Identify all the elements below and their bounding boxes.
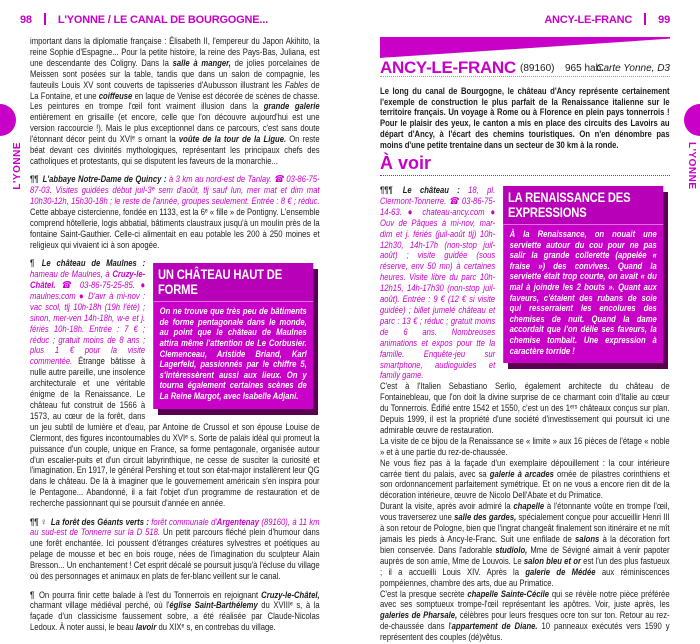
paragraph-abbaye-quincy [30, 175, 320, 251]
intro-text: Le long du canal de Bourgogne, le château d'Ancy représente certainement l'exemple de construction le plus parfait de la Renaissance italienne sur le territoire français. Un voyage à Rome ou à Florence en plein pays tonnerrois ! Pour le plaisir des yeux, le canton a mis en place des circuits des Lavoirs au départ d'Ancy, à l'écart des chemins touristiques. On n'en dénombre pas moins d'une petite trentaine dans un secteur de 30 km à la ronde. [380, 86, 670, 151]
text-run: 18, pl. Clermont-Tonnerre. ☎ 03-86-75-14-63. ● chateau-ancy.com ● Ouv de Pâques à mi-nov, mar-dim et j. fériés (juil-août tlj) 10h-12h30, 14h-17h (non-stop juil-août) ; visite guidée (sous réserve, env 50 mn) à certaines heures. Visite libre du parc 10h-12h15, 14h-17h30 (non-stop juil-août). Entrée : 9 € (12 € si visite guidée) ; billet jumelé château et parc : 13 € ; réduc ; gratuit moins de 6 ans. Nombreuses animations et expos pour tte la famille. Enquête-jeu sur smartphone, audioguides et family game. [380, 185, 496, 382]
running-head: L'YONNE / LE CANAL DE BOURGOGNE... [57, 14, 268, 26]
town-population: 965 hab. [565, 63, 604, 74]
text-run: aux réminiscences pompéiennes, chambre des arts, due au Primatice. [380, 566, 670, 589]
text-run: galerie de Médée [525, 566, 596, 578]
text-run: L'abbaye Notre-Dame de Quincy : [42, 174, 169, 186]
text-run: important dans la diplomatie française : Élisabeth II, l'empereur du Japon Akihito, la reine Sophie d'Espagne... Pour la petite histoire, la reine des Pays-Bas, Juliana, est une descendante des Coligny. Dans la [30, 36, 320, 69]
text-run: Le château de Maulnes : [41, 258, 146, 270]
text-run: à la décoration fort bien conservée. Dans l'adorable [380, 534, 670, 556]
paragraph [380, 437, 670, 459]
text-run: célèbres pour leurs fresques ocre ton sur ton. Retour au rez-de-chaussée dans l' [380, 610, 670, 633]
text-run: forêt communale d' [151, 516, 217, 528]
text-run: Argentenay [216, 516, 260, 528]
text-run: spécialement conçue pour accueillir Henri III à son retour de Pologne, bien que l'ingrat changeât finalement son itinéraire et ne mît jamais les pieds à Ancy-le-Franc. Suit une enfilade de [380, 512, 670, 545]
text-run: salle des gardes, [454, 512, 517, 524]
right-page-body [380, 186, 670, 644]
text-run: ☎ 03-86-75-25-85. ● maulnes.com ● D'avr à mi-nov : vac scol, tlj 10h-18h (19h l'été) ; sinon, mer-ven 14h-18h, w-e et j. fériés 10h-18h. Entrée : 7 € ; réduc ; gratuit moins de 8 ans ; plus 1 € pour la visite commentée. [30, 280, 146, 368]
town-postcode: (89160) [520, 63, 555, 74]
rating-icon: ¶ [30, 258, 35, 270]
running-head: ANCY-LE-FRANC [544, 14, 633, 26]
side-tab-label-left: L'YONNE [12, 142, 23, 190]
text-run: Cruzy-le-Châtel. [30, 269, 146, 292]
text-run: à l'étonnante voûte en trompe l'œil, vous traverserez une [380, 501, 670, 524]
text-run: (89160), à 11 km au sud-est de Tonnerre sur la D 518. [30, 516, 320, 539]
paragraph [380, 382, 670, 437]
text-run: du XVIIIᵉ s, à la façade d'un classicisme faussement sobre, a été réalisée par Claude-Nicolas Ledoux. À noter aussi, le beau [30, 600, 320, 634]
rating-icon: ¶¶ [30, 174, 39, 186]
text-run: Ne vous fiez pas à la façade d'un exemplaire dépouillement : la cour intérieure carrée tient du palais, avec sa [380, 457, 670, 480]
page-number: 99 [658, 14, 670, 26]
text-run: C'est la presque secrète [380, 588, 468, 600]
text-run: Cette abbaye cistercienne, fondée en 1133, est la 6ᵉ « fille » de Pontigny. L'ensemble comprend hôtellerie, logis abbatial, bâtiments claustraux jusqu'à un moulin près de la fontaine Saint-Gauthier. Celle-ci alimentait en eau potable les 200 à 250 moines et religieux qui vivaient ici à son apogée. [30, 207, 320, 251]
rating-icon: ¶ [30, 589, 35, 601]
sidebar-body: À la Renaissance, on nouait une serviette autour du cou pour ne pas salir la grande collerette (appelée « fraise ») des convives. Quand la serviette était trop courte, on avait « du mal à joindre les 2 bouts ». Quant aux faveurs, c'étaient des rubans de soie qui resserraient les encolures des chemises de nuit. Quand la dame accordait que l'on délie ses faveurs, la chemise tombait. Une expression à caractère torride ! [509, 229, 657, 357]
text-run: Durant la visite, après avoir admiré la [380, 501, 514, 513]
text-run: du XIXᵉ s, en contrebas du village. [156, 622, 276, 634]
text-run: chapelle Sainte-Cécile [467, 588, 550, 600]
text-run: Étrange bâtisse à nulle autre pareille, une insolence architecturale et une véritable énigme de la Renaissance. Le château fut construit de 1566 à 1573, au cœur de la forêt, dans un jeu subtil de lumière et d'eau, par Antoine de Crussol et son épouse Louise de Clermont, des figures incontournables du XVIᵉ s. Sorte de palais idéal qui promeut la puissance d'un couple, unique en France, sa forme pentagonale, organisée autour d'un escalier-puits et d'un circuit labyrinthique, ne cesse de susciter la curiosité et l'imagination. En 1917, le général Pershing et tout son état-major installèrent leur QG dans le château. De là à imaginer que le gouvernement américain s'en inspira pour le Pentagone... Abandonné, il a fait l'objet d'un programme de restauration et de recherche passionnant qui se poursuit d'année en année. [30, 356, 320, 510]
text-run: On reste béat devant ces divinités mythologiques, représentant les principaux chefs des catholiques et protestants, qui se disputent les faveurs de la monarchie... [30, 134, 320, 167]
text-run: voûte de la tour de la Ligue. [178, 134, 287, 146]
paragraph-cruzy-le-chatel [30, 591, 320, 635]
left-page-body [30, 37, 320, 642]
text-run: chapelle [513, 501, 545, 513]
text-run: de jolies porcelaines de Meissen sont posées sur la table, tandis que dans un salon de compagnie, les fauteuils Louis XV sont couverts de tapisseries d'Aubusson illustrant les [30, 57, 320, 91]
paragraph [380, 502, 670, 589]
text-run: salons [575, 534, 600, 545]
text-run: lavoir [135, 622, 157, 634]
sidebar-renaissance-expressions [503, 186, 663, 363]
text-run: coiffeuse [98, 90, 133, 102]
side-tab-label-right: L'YONNE [686, 142, 697, 190]
text-run: ornée de pilastres corinthiens et son ordonnancement parfaitement symétrique. Et on ne vous a encore rien dit de la décoration intérieure, œuvre de Nicolo Dell'Abate et du Primatice. [380, 468, 670, 502]
left-running-header [20, 13, 268, 26]
sidebar-body: On ne trouve que très peu de bâtiments de forme pentagonale dans le monde, au point que le château de Maulnes attira même l'attention de Le Corbusier. Clemenceau, Aristide Briand, Karl Lagerfeld, passionnés par le chiffre 5, s'intéressèrent aussi aux lieux. On y tourna également certaines scènes de La Reine Margot, avec Isabelle Adjani. [159, 306, 307, 402]
sidebar-title: UN CHÂTEAU HAUT DE FORME [153, 263, 313, 302]
text-run: Cruzy-le-Châtel, [261, 589, 320, 601]
text-run: galerie à arcades [489, 468, 554, 480]
sidebar-chateau-haut-de-forme [153, 263, 313, 408]
text-run: Le château : [402, 185, 469, 196]
text-run: entièrement en grisaille (et encore, celle que l'on découvre aujourd'hui est une version raccourcie !). Mais le plus exceptionnel dans ce parcours, c'est sans doute l'étonnant décor peint du XVIᵉ s ornant la [30, 112, 320, 146]
text-run: en laque de Venise est décorée de scènes de chasse. Les peintures en trompe l'œil font vraiment illusion dans la [30, 90, 320, 113]
text-run: est l'un des plus fastueux ; il a accueilli Louis XIV. Après la [380, 555, 670, 578]
text-run: C'est à l'Italien Sebastiano Serlio, également architecte du château de Fontainebleau, que l'on doit la divine surprise de ce charmant coin d'Italie au cœur du Tonnerrois. Édifié entre 1542 et 1550, c'est un des 1ᵉʳˢ châteaux conçus sur plan. Depuis 1999, il est la propriété d'une société d'investissement qui poursuit ici une admirable œuvre de restauration. [380, 381, 670, 436]
text-run: salon bleu et or [523, 555, 581, 567]
text-run: La forêt des Géants verts : [50, 516, 152, 528]
rating-icon: ¶¶¶ [380, 185, 393, 196]
thumb-tab-right [684, 104, 700, 136]
text-run: appartement de Diane. [451, 621, 538, 633]
page-number: 98 [20, 14, 32, 26]
text-run: à 3 km au nord-est de Tanlay. ☎ 03-86-75-87-03. Visites guidées début juil-3ᵉ sem d'août, tlj sauf lun, mer mat et dim mat 10h30-12h, 15h30-18h ; le reste de l'année, groupes seulement. Entrée : 8 € ; réduc. [30, 174, 320, 208]
text-run: salle à manger, [172, 57, 231, 69]
text-run: La visite de ce bijou de la Renaissance se « limite » aux 16 pièces de l'étage « noble » et à une partie du rez-de-chaussée. [380, 435, 670, 458]
section-title-a-voir: À voir [380, 153, 670, 176]
text-run: hameau de Maulnes, à [30, 269, 113, 281]
rating-icon: ¶¶ ♀ [30, 516, 47, 528]
text-run: studiolo, [495, 544, 528, 556]
paragraph [380, 590, 670, 644]
header-separator [644, 13, 646, 25]
text-run: On pourra finir cette balade à l'est du Tonnerrois en rejoignant [38, 589, 262, 601]
paragraph [380, 459, 670, 503]
text-run: de La Fontaine, et une [30, 79, 320, 102]
paragraph-foret-geants-verts [30, 518, 320, 583]
paragraph [30, 37, 320, 168]
town-map-reference: Carte Yonne, D3 [596, 63, 670, 74]
text-run: Un petit parcours fléché plein d'humour dans une forêt enchantée. Ici poussent d'étranges créatures sylvestres et poétiques au pelage de mousse et bec en bois rouge, nées de l'imagination du sculpteur Alain Bresson... Un enchantement ! Cet esprit décalé se poursuit jusqu'à l'écluse du village où des personnages et animaux en plats de fer-blanc veillent sur le canal. [30, 527, 320, 583]
text-run: Mme de Sévigné aimait à venir papoter auprès de son amie, Mme de Louvois. Le [380, 544, 670, 567]
text-run: Fables [284, 79, 308, 91]
text-run: grande galerie [263, 101, 320, 113]
text-run: 10 panneaux exécutés vers 1590 y représentent des couples (dé)vêtus. [380, 621, 670, 644]
town-intro [380, 87, 670, 159]
text-run: qui se révèle notre pièce préférée avec ses somptueux trompe-l'œil représentant les apôtres. Voir, juste après, les [380, 588, 670, 611]
right-running-header [544, 13, 670, 26]
town-header [380, 58, 670, 77]
title-banner-wedge [380, 37, 670, 58]
sidebar-title: LA RENAISSANCE DES EXPRESSIONS [503, 186, 663, 225]
header-separator [44, 13, 46, 25]
text-run: galeries de Pharsale, [380, 610, 458, 622]
text-run: église Saint-Barthélemy [169, 600, 258, 612]
town-name: ANCY-LE-FRANC [380, 58, 516, 77]
text-run: charmant village médiéval perché, où l' [30, 600, 170, 612]
thumb-tab-left [0, 104, 16, 136]
